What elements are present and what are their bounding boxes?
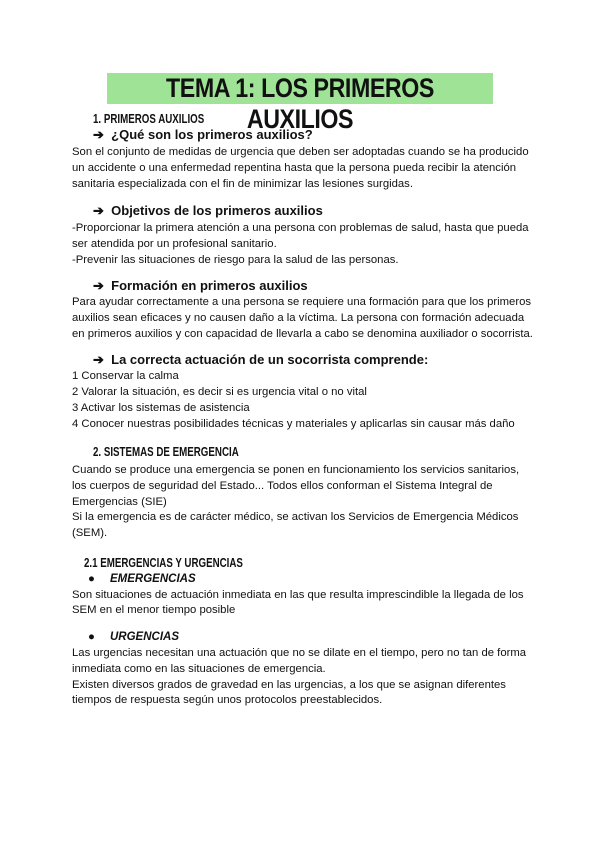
section-heading-2-1: 2.1 EMERGENCIAS Y URGENCIAS (84, 556, 243, 570)
arrow-icon: ➔ (93, 352, 104, 367)
paragraph-line: Son situaciones de actuación inmediata en las que resulta imprescindible la llegada de los (72, 589, 524, 601)
paragraph-line: Son el conjunto de medidas de urgencia que deben ser adoptadas cuando se ha producido (72, 146, 529, 158)
paragraph-line: en primeros auxilios y con capacidad de llevarla a cabo se denomina auxiliador o socorrista. (72, 328, 533, 340)
section-heading-2: 2. SISTEMAS DE EMERGENCIA (93, 445, 239, 459)
list-item: 2 Valorar la situación, es decir si es urgencia vital o no vital (72, 386, 367, 398)
list-item: 4 Conocer nuestras posibilidades técnicas y materiales y aplicarlas sin causar más daño (72, 418, 515, 430)
paragraph-line: auxilios sean eficaces y no causen daño a la víctima. La persona con formación adecuada (72, 312, 525, 324)
paragraph-line: Emergencias (SIE) (72, 496, 167, 508)
arrow-icon: ➔ (93, 127, 104, 142)
paragraph-line: ser atendida por un profesional sanitario. (72, 238, 277, 250)
paragraph-line: inmediata como en las situaciones de emergencia. (72, 663, 326, 675)
arrow-icon: ➔ (93, 278, 104, 293)
paragraph-line: un accidente o una enfermedad repentina hasta que la persona pueda recibir la atención (72, 162, 517, 174)
bullet-urgencias: ● URGENCIAS (88, 631, 180, 643)
paragraph-line: Cuando se produce una emergencia se ponen en funcionamiento los servicios sanitarios, (72, 464, 520, 476)
bullet-icon: ● (88, 631, 95, 643)
bullet-icon: ● (88, 573, 95, 585)
subheading-que-son: ➔ ¿Qué son los primeros auxilios? (93, 127, 313, 142)
paragraph-line: Existen diversos grados de gravedad en las urgencias, a los que se asignan diferentes (72, 679, 506, 691)
subheading-actuacion: ➔ La correcta actuación de un socorrista comprende: (93, 352, 429, 367)
paragraph-line: los cuerpos de seguridad del Estado... Todos ellos conforman el Sistema Integral de (72, 480, 493, 492)
bullet-emergencias: ● EMERGENCIAS (88, 573, 196, 585)
paragraph-line: Las urgencias necesitan una actuación que no se dilate en el tiempo, pero no tan de forma (72, 647, 527, 659)
arrow-icon: ➔ (93, 203, 104, 218)
list-item: 1 Conservar la calma (72, 370, 179, 382)
paragraph-line: SEM en el menor tiempo posible (72, 604, 236, 616)
list-item: 3 Activar los sistemas de asistencia (72, 402, 250, 414)
paragraph-line: (SEM). (72, 527, 108, 539)
paragraph-line: Para ayudar correctamente a una persona se requiere una formación para que los primeros (72, 296, 532, 308)
paragraph-line: -Prevenir las situaciones de riesgo para la salud de las personas. (72, 254, 399, 266)
paragraph-line: sanitaria especializada con el fin de minimizar las lesiones surgidas. (72, 178, 413, 190)
subheading-formacion: ➔ Formación en primeros auxilios (93, 278, 308, 293)
paragraph-line: -Proporcionar la primera atención a una persona con problemas de salud, hasta que pueda (72, 222, 529, 234)
paragraph-line: tiempos de respuesta según unos protocolos preestablecidos. (72, 694, 383, 706)
page-title: TEMA 1: LOS PRIMEROS AUXILIOS (166, 73, 434, 134)
subheading-objetivos: ➔ Objetivos de los primeros auxilios (93, 203, 323, 218)
section-heading-1: 1. PRIMEROS AUXILIOS (93, 112, 205, 126)
paragraph-line: Si la emergencia es de carácter médico, se activan los Servicios de Emergencia Médicos (72, 511, 519, 523)
